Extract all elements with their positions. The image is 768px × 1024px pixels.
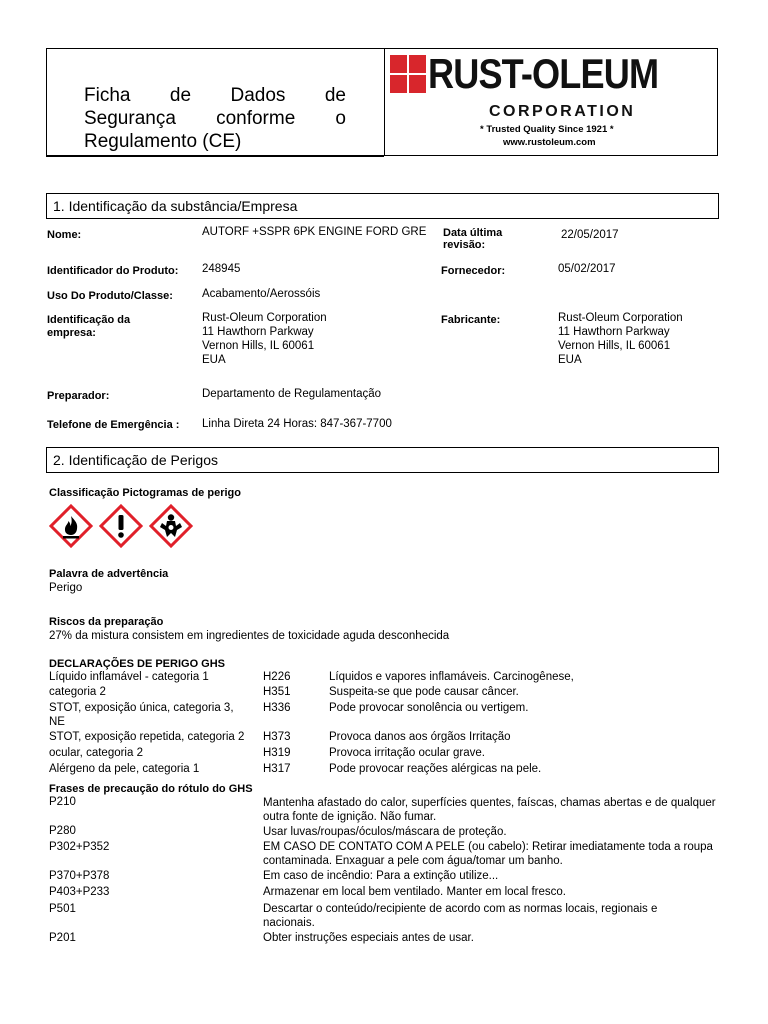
nome-value: AUTORF +SSPR 6PK ENGINE FORD GRE	[202, 226, 427, 238]
risks-value: 27% da mistura consistem em ingredientes de toxicidade aguda desconhecida	[49, 630, 450, 642]
precaution-code: P201	[49, 932, 76, 944]
precaution-text: Em caso de incêndio: Para a extinção utilize...	[263, 870, 499, 882]
fabricante-address-line: EUA	[558, 354, 582, 366]
identificador-label: Identificador do Produto:	[47, 265, 179, 277]
empresa-address-line: 11 Hawthorn Parkway	[202, 326, 314, 338]
risks-label: Riscos da preparação	[49, 616, 164, 628]
preparador-value: Departamento de Regulamentação	[202, 388, 382, 400]
fabricante-label: Fabricante:	[441, 314, 501, 326]
uso-label: Uso Do Produto/Classe:	[47, 290, 173, 302]
precaution-code: P501	[49, 903, 76, 915]
pictograms-row	[49, 504, 197, 550]
ghs-code: H319	[263, 747, 291, 759]
exclamation-icon	[99, 504, 143, 548]
ghs-code: H226	[263, 671, 291, 683]
ghs-text: Pode provocar sonolência ou vertigem.	[329, 702, 529, 714]
health-hazard-icon	[149, 504, 193, 548]
section-2-title: 2. Identificação de Perigos	[53, 452, 218, 468]
section-1-title: 1. Identificação da substância/Empresa	[53, 198, 298, 214]
identificador-value: 248945	[202, 263, 241, 275]
data-revisao-label-2: revisão:	[443, 239, 486, 251]
header-divider-bottom	[46, 155, 384, 157]
fabricante-address-line: Vernon Hills, IL 60061	[558, 340, 671, 352]
flame-icon	[49, 504, 93, 548]
precaution-code: P370+P378	[49, 870, 110, 882]
precaution-code: P210	[49, 796, 76, 808]
empresa-address-line: Vernon Hills, IL 60061	[202, 340, 315, 352]
ghs-category: STOT, exposição única, categoria 3,	[49, 702, 234, 714]
precaution-text: Mantenha afastado do calor, superfícies quentes, faíscas, chamas abertas e de qualquer outra fonte de ignição. Não fumar.	[263, 797, 716, 823]
empresa-label-1: Identificação da	[47, 314, 131, 326]
company-logo	[388, 52, 716, 152]
precaution-text: Descartar o conteúdo/recipiente de acordo com as normas locais, regionais e nacionais.	[263, 903, 658, 929]
title-line-3: Regulamento (CE)	[84, 131, 242, 152]
logo-tagline: * Trusted Quality Since 1921 *	[480, 124, 614, 135]
ghs-text: Líquidos e vapores inflamáveis. Carcinogênese,	[329, 671, 574, 683]
logo-website: www.rustoleum.com	[503, 137, 596, 148]
telefone-label: Telefone de Emergência :	[47, 419, 180, 431]
title-line-1: Ficha de Dados de	[84, 85, 346, 106]
precaution-code: P403+P233	[49, 886, 110, 898]
precaution-text: EM CASO DE CONTATO COM A PELE (ou cabelo): Retirar imediatamente toda a roupa contaminada. Enxaguar a pele com água/tomar um banho.	[263, 841, 713, 867]
ghs-category: Líquido inflamável - categoria 1	[49, 671, 209, 683]
ghs-category: NE	[49, 716, 65, 728]
ghs-text: Provoca irritação ocular grave.	[329, 747, 485, 759]
precaution-text: Armazenar em local bem ventilado. Manter em local fresco.	[263, 886, 566, 898]
ghs-statements-label: DECLARAÇÕES DE PERIGO GHS	[49, 658, 226, 670]
signal-word-label: Palavra de advertência	[49, 568, 169, 580]
ghs-text: Pode provocar reações alérgicas na pele.	[329, 763, 542, 775]
data-revisao-value: 22/05/2017	[561, 229, 619, 241]
ghs-text: Provoca danos aos órgãos Irritação	[329, 731, 511, 743]
empresa-address-line: Rust-Oleum Corporation	[202, 312, 327, 324]
header-divider	[384, 48, 385, 156]
ghs-category: Alérgeno da pele, categoria 1	[49, 763, 200, 775]
logo-squares-icon	[390, 55, 426, 93]
ghs-category: STOT, exposição repetida, categoria 2	[49, 731, 245, 743]
uso-value: Acabamento/Aerossóis	[202, 288, 321, 300]
fornecedor-label: Fornecedor:	[441, 265, 506, 277]
logo-corporation: CORPORATION	[489, 103, 636, 120]
ghs-code: H351	[263, 686, 291, 698]
telefone-value: Linha Direta 24 Horas: 847-367-7700	[202, 418, 392, 430]
precaution-text: Usar luvas/roupas/óculos/máscara de proteção.	[263, 826, 507, 838]
section-1-header	[46, 193, 719, 219]
document-title	[84, 84, 346, 153]
precaution-code: P302+P352	[49, 841, 110, 853]
preparador-label: Preparador:	[47, 390, 110, 402]
precaution-label: Frases de precaução do rótulo do GHS	[49, 783, 253, 795]
ghs-code: H373	[263, 731, 291, 743]
ghs-category: categoria 2	[49, 686, 106, 698]
empresa-address-line: EUA	[202, 354, 226, 366]
fabricante-address-line: 11 Hawthorn Parkway	[558, 326, 670, 338]
empresa-label-2: empresa:	[47, 327, 96, 339]
fabricante-address-line: Rust-Oleum Corporation	[558, 312, 683, 324]
title-line-2: Segurança conforme o	[84, 108, 346, 129]
signal-word-value: Perigo	[49, 582, 83, 594]
nome-label: Nome:	[47, 229, 82, 241]
pictograms-label: Classificação Pictogramas de perigo	[49, 487, 241, 499]
data-revisao-label-1: Data última	[443, 227, 503, 239]
precaution-text: Obter instruções especiais antes de usar.	[263, 932, 474, 944]
ghs-text: Suspeita-se que pode causar câncer.	[329, 686, 519, 698]
section-2-header	[46, 447, 719, 473]
precaution-code: P280	[49, 825, 76, 837]
ghs-code: H336	[263, 702, 291, 714]
logo-wordmark: RUST-OLEUM	[428, 50, 659, 97]
ghs-category: ocular, categoria 2	[49, 747, 143, 759]
ghs-code: H317	[263, 763, 291, 775]
fornecedor-value: 05/02/2017	[558, 263, 616, 275]
